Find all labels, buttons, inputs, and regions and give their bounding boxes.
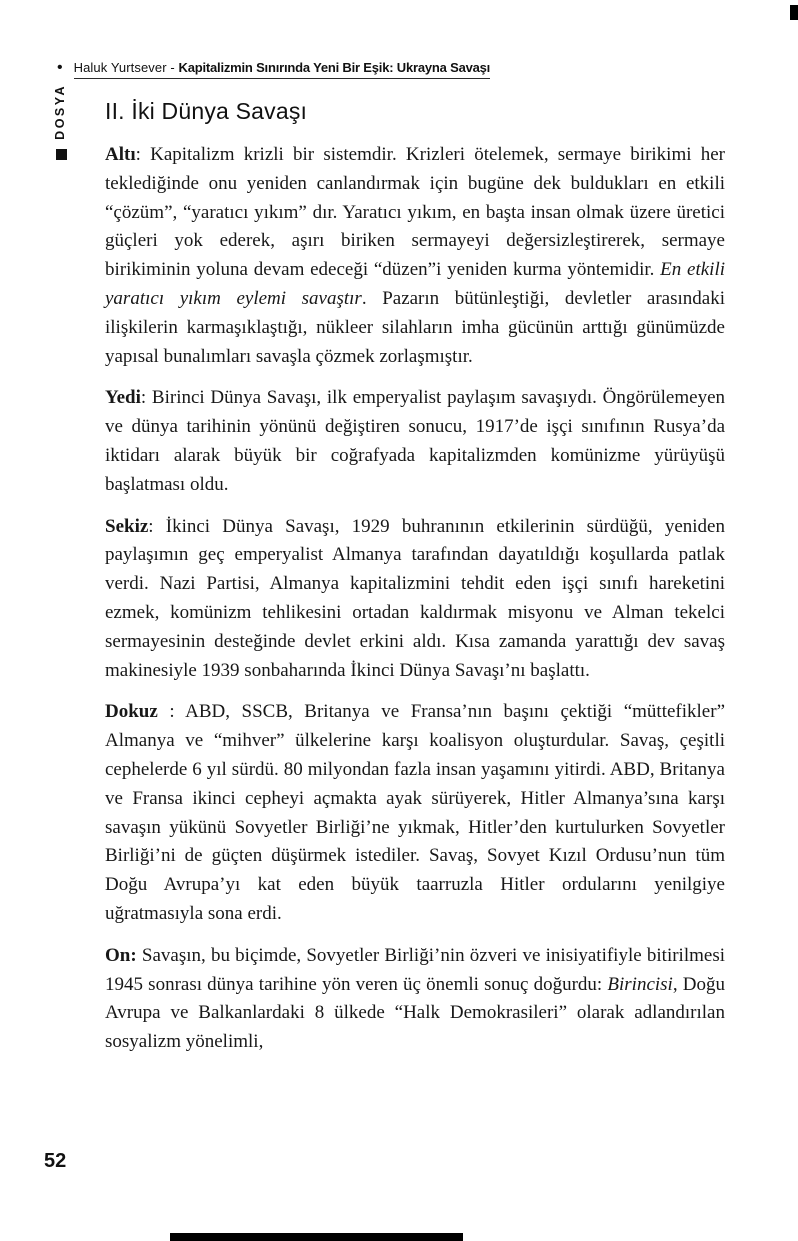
paragraph [105, 384, 725, 499]
paragraph-lead: Dokuz [105, 701, 158, 723]
italic-run: En etkili yaratıcı yıkım eylemi savaştır [105, 259, 725, 309]
corner-scan-mark [790, 5, 798, 20]
bottom-scan-bar [170, 1233, 463, 1241]
header-author: Haluk Yurtsever - [73, 60, 179, 75]
header-book-title: Kapitalizmin Sınırında Yeni Bir Eşik: Ukrayna Savaşı [178, 60, 491, 75]
paragraph [105, 513, 725, 686]
text-run: , Doğu Avrupa ve Balkanlardaki 8 ülkede “Halk Demokrasileri” olarak adlandırılan sosyalizm yönelimli, [105, 973, 725, 1053]
paragraph-lead: Sekiz [105, 515, 149, 537]
italic-run: Birincisi [607, 973, 673, 995]
text-run: : Birinci Dünya Savaşı, ilk emperyalist paylaşım savaşıydı. Öngörülemeyen ve dünya tarihinin yönünü değiştiren sonucu, 1917’de işçi sınıfının Rusya’da iktidarı alarak büyük bir coğrafyada kapitalizmden komünizme yürüyüşü başlatması oldu. [105, 387, 725, 495]
paragraph-lead: Yedi [105, 387, 141, 409]
margin-label-dosya: DOSYA [53, 84, 67, 140]
paragraph [105, 141, 725, 371]
paragraph-lead: On: [105, 944, 137, 966]
header-text [74, 60, 491, 79]
margin-square-icon [56, 149, 67, 160]
page-content [105, 98, 725, 1070]
body-text [105, 141, 725, 1057]
header-bullet-icon: • [57, 59, 63, 76]
page-number: 52 [44, 1150, 67, 1172]
text-run: : ABD, SSCB, Britanya ve Fransa’nın başını çektiği “müttefikler” Almanya ve “mihver” ülkelerine karşı koalisyon oluşturdular. Savaş, çeşitli cephelerde 6 yıl sürdü. 80 milyondan fazla insan yaşamını yitirdi. ABD, Britanya ve Fransa ikinci cepheyi açmakta ayak sürüyerek, Hitler Almanya’sına karşı savaşın yükünü Sovyetler Birliği’ne yıkmak, Hitler’den kurtulurken Sovyetler Birliği’ni de güçten düşürmek istediler. Savaş, Sovyet Kızıl Ordusu’nun tüm Doğu Avrupa’yı kat eden büyük taarruzla Hitler ordularını yenilgiye uğratmasıyla sona erdi. [105, 701, 725, 924]
paragraph [105, 942, 725, 1057]
section-title: II. İki Dünya Savaşı [105, 98, 308, 124]
text-run: . Pazarın bütünleştiği, devletler arasındaki ilişkilerin karmaşıklaştığı, nükleer silahların imha gücünün arttığı günümüzde yapısal bunalımları savaşla çözmek zorlaşmıştır. [105, 287, 725, 367]
text-run: : İkinci Dünya Savaşı, 1929 buhranının etkilerinin sürdüğü, yeniden paylaşımın geç emperyalist Almanya tarafından dayatıldığı koşullarda patlak verdi. Nazi Partisi, Almanya kapitalizmini tehdit eden işçi sınıfı hareketini ezmek, komünizm tehlikesini ortadan kaldırmak misyonu ve Alman tekelci sermayesinin desteğinde devlet erkini aldı. Kısa zamanda yarattığı dev savaş makinesiyle 1939 sonbaharında İkinci Dünya Savaşı’nı başlattı. [105, 515, 725, 681]
paragraph-lead: Altı [105, 144, 136, 165]
page-header [57, 60, 490, 79]
text-run: Savaşın, bu biçimde, Sovyetler Birliği’nin özveri ve inisiyatifiyle bitirilmesi 1945 sonrası dünya tarihine yön veren üç önemli sonuç doğurdu: [105, 944, 725, 995]
text-run: : Kapitalizm krizli bir sistemdir. Krizleri ötelemek, sermaye birikimi her teklediğinde onu yeniden canlandırmak için bugüne dek buldukları en etkili “çözüm”, “yaratıcı yıkım” dır. Yaratıcı yıkım, en başta insan olmak üzere üretici güçleri yok ederek, aşırı biriken sermayeyi değersizleştirerek, sermaye birikiminin yoluna devam edeceği “düzen”i yeniden kurma yöntemidir. [105, 144, 725, 281]
paragraph [105, 698, 725, 928]
